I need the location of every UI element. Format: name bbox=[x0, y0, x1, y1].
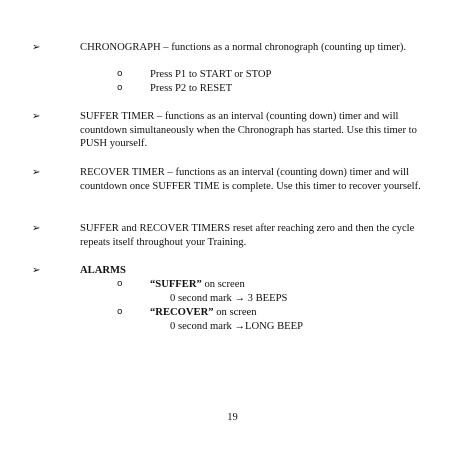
chronograph-start-stop: Press P1 to START or STOP bbox=[150, 69, 272, 80]
bullet-arrow-icon: ➢ bbox=[32, 111, 41, 122]
alarm-recover-on-screen: on screen bbox=[213, 307, 257, 318]
bullet-arrow-icon: ➢ bbox=[32, 265, 41, 276]
chronograph-reset: Press P2 to RESET bbox=[150, 83, 233, 94]
page-number: 19 bbox=[227, 412, 238, 423]
alarm-suffer-detail: 0 second mark → 3 BEEPS bbox=[170, 293, 288, 304]
sub-bullet-icon: o bbox=[117, 307, 123, 317]
sub-bullet-icon: o bbox=[117, 69, 123, 79]
bullet-arrow-icon: ➢ bbox=[32, 167, 41, 178]
alarms-heading: ALARMS bbox=[80, 265, 126, 276]
alarm-suffer-on-screen: on screen bbox=[201, 279, 245, 290]
alarm-suffer-line bbox=[150, 278, 245, 292]
alarm-recover-label: “RECOVER” bbox=[150, 307, 214, 318]
alarm-recover-detail: 0 second mark →LONG BEEP bbox=[170, 321, 303, 332]
alarm-suffer-label: “SUFFER” bbox=[150, 279, 202, 290]
alarm-recover-line bbox=[150, 306, 257, 320]
timers-reset-paragraph: SUFFER and RECOVER TIMERS reset after reaching zero and then the cycle repeats itself throughout your Training. bbox=[80, 223, 415, 248]
recover-timer-paragraph: RECOVER TIMER – functions as an interval (counting down) timer and will countdown once SUFFER TIME is complete. Use this timer to recover yourself. bbox=[80, 167, 421, 192]
sub-bullet-icon: o bbox=[117, 279, 123, 289]
chronograph-paragraph: CHRONOGRAPH – functions as a normal chronograph (counting up timer). bbox=[80, 42, 407, 53]
suffer-timer-paragraph: SUFFER TIMER – functions as an interval (counting down) timer and will countdown simultaneously when the Chronograph has started. Use this timer to PUSH yourself. bbox=[80, 111, 417, 150]
bullet-arrow-icon: ➢ bbox=[32, 223, 41, 234]
bullet-arrow-icon: ➢ bbox=[32, 42, 41, 53]
sub-bullet-icon: o bbox=[117, 83, 123, 93]
